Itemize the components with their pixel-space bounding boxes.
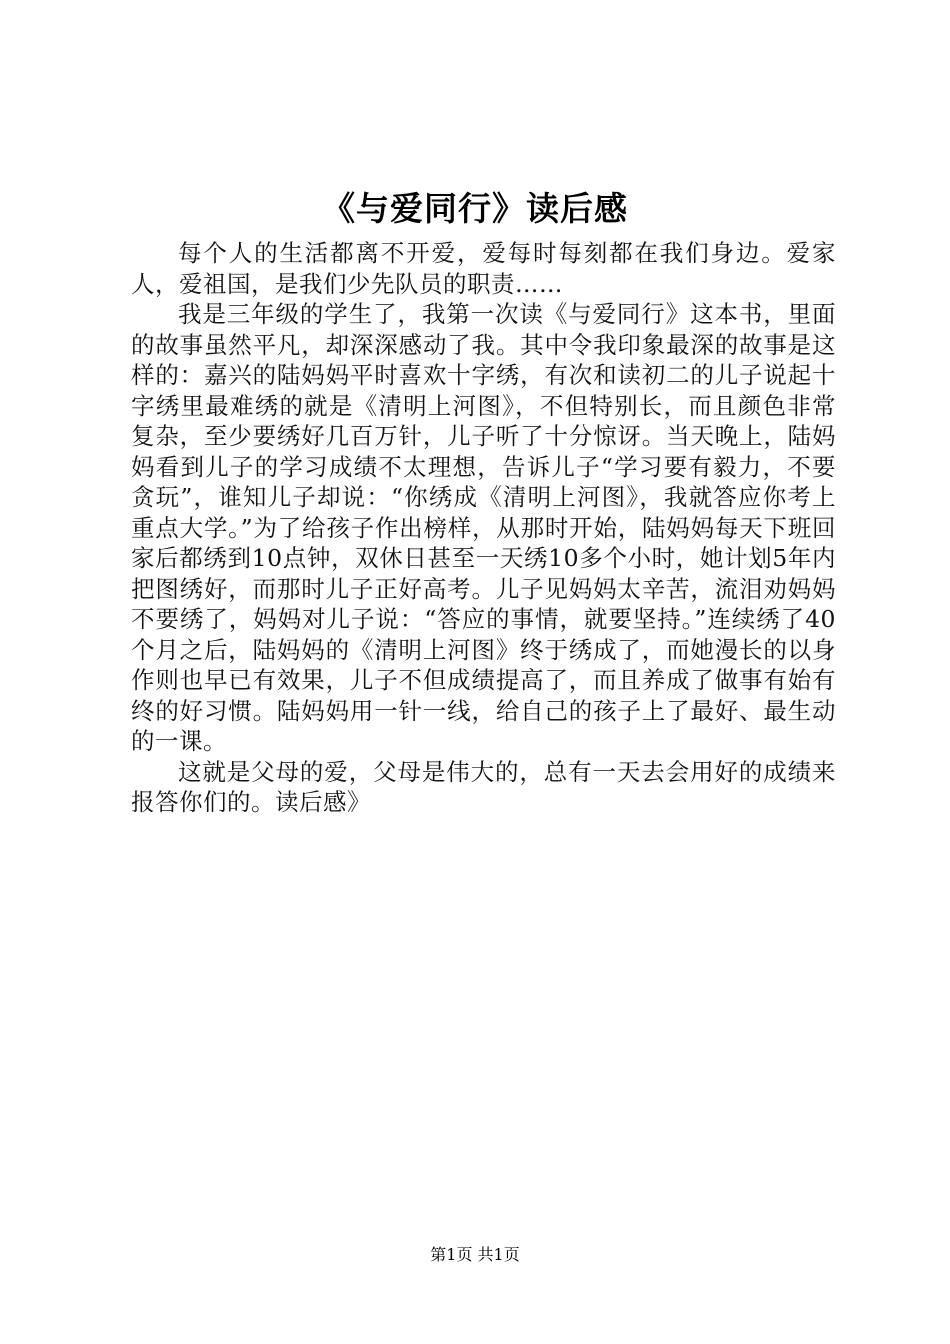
paragraph-intro: 每个人的生活都离不开爱，爱每时每刻都在我们身边。爱家人，爱祖国，是我们少先队员的职责……: [131, 239, 836, 298]
document-body: [131, 238, 836, 818]
page-footer: 第1页 共1页: [430, 1245, 520, 1264]
document-title: 《与爱同行》读后感: [322, 189, 628, 228]
paragraph-story: 我是三年级的学生了，我第一次读《与爱同行》这本书，里面的故事虽然平凡，却深深感动了我。其中令我印象最深的故事是这样的：嘉兴的陆妈妈平时喜欢十字绣，有次和读初二的儿子说起十字绣里最难绣的就是《清明上河图》，不但特别长，而且颜色非常复杂，至少要绣好几百万针，儿子听了十分惊讶。当天晚上，陆妈妈看到儿子的学习成绩不太理想，告诉儿子“学习要有毅力，不要贪玩”，谁知儿子却说：“你绣成《清明上河图》，我就答应你考上重点大学。”为了给孩子作出榜样，从那时开始，陆妈妈每天下班回家后都绣到10点钟，双休日甚至一天绣10多个小时，她计划5年内把图绣好，而那时儿子正好高考。儿子见妈妈太辛苦，流泪劝妈妈不要绣了，妈妈对儿子说：“答应的事情，就要坚持。”连续绣了40个月之后，陆妈妈的《清明上河图》终于绣成了，而她漫长的以身作则也早已有效果，儿子不但成绩提高了，而且养成了做事有始有终的好习惯。陆妈妈用一针一线，给自己的孩子上了最好、最生动的一课。: [131, 300, 836, 755]
paragraph-conclusion: 这就是父母的爱，父母是伟大的，总有一天去会用好的成绩来报答你们的。读后感》: [131, 757, 836, 816]
